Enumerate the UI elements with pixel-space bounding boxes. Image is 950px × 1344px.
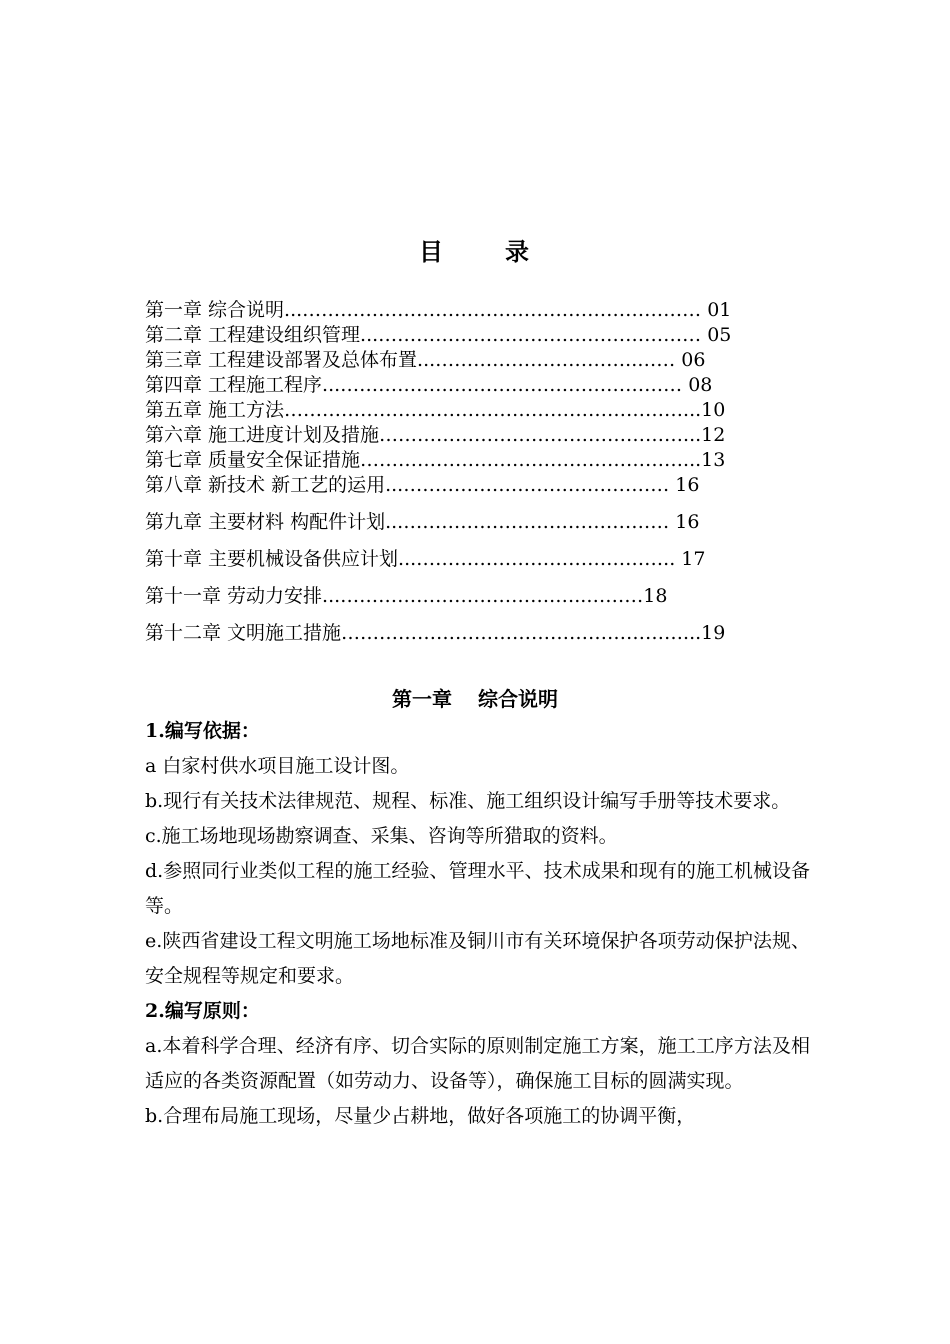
toc-entry[interactable]: 第三章 工程建设部署及总体布置...…………………………..…… 06	[145, 349, 706, 371]
toc-entry[interactable]: 第七章 质量安全保证措施……………………………………………...13	[145, 449, 726, 471]
toc-title	[0, 232, 950, 267]
paragraph: b.合理布局施工现场，尽量少占耕地，做好各项施工的协调平衡，	[145, 1105, 696, 1127]
toc-title-left: 目	[419, 237, 445, 266]
section-heading: 1.编写依据：	[145, 720, 260, 742]
toc-entry[interactable]: 第十章 主要机械设备供应计划...………………………………….. 17	[145, 548, 706, 570]
toc-entry[interactable]: 第四章 工程施工程序...……………………………………………… 08	[145, 374, 713, 396]
paragraph: d.参照同行业类似工程的施工经验、管理水平、技术成果和现有的施工机械设备等。	[145, 860, 810, 917]
toc-entry[interactable]: 第一章 综合说明...……………………………………………………… 01	[145, 299, 732, 321]
toc-entry[interactable]: 第六章 施工进度计划及措施…………………………………………...12	[145, 424, 726, 446]
chapter-title	[0, 683, 950, 712]
toc-entry[interactable]: 第九章 主要材料 构配件计划...…………………………………… 16	[145, 511, 700, 533]
chapter-name: 综合说明	[478, 687, 558, 711]
paragraph: a 白家村供水项目施工设计图。	[145, 755, 410, 777]
toc-title-right: 录	[505, 237, 531, 266]
toc-entry[interactable]: 第五章 施工方法………………………………………………………...10	[145, 399, 726, 421]
toc-entry[interactable]: 第十一章 劳动力安排...…………………………….…..………18	[145, 585, 668, 607]
section-heading: 2.编写原则：	[145, 1000, 260, 1022]
toc-entry[interactable]: 第八章 新技术 新工艺的运用...…………………………………… 16	[145, 474, 700, 496]
toc-entry[interactable]: 第十二章 文明施工措施………………………………………………...19	[145, 622, 726, 644]
toc-entry[interactable]: 第二章 工程建设组织管理...…………………………………………… 05	[145, 324, 732, 346]
paragraph: c.施工场地现场勘察调查、采集、咨询等所猎取的资料。	[145, 825, 618, 847]
paragraph: b.现行有关技术法律规范、规程、标准、施工组织设计编写手册等技术要求。	[145, 790, 791, 812]
chapter-body	[145, 714, 810, 1134]
chapter-number: 第一章	[392, 687, 452, 711]
paragraph: e.陕西省建设工程文明施工场地标准及铜川市有关环境保护各项劳动保护法规、安全规程等规定和要求。	[145, 930, 810, 987]
paragraph: a.本着科学合理、经济有序、切合实际的原则制定施工方案，施工工序方法及相适应的各类资源配置（如劳动力、设备等），确保施工目标的圆满实现。	[145, 1035, 810, 1092]
